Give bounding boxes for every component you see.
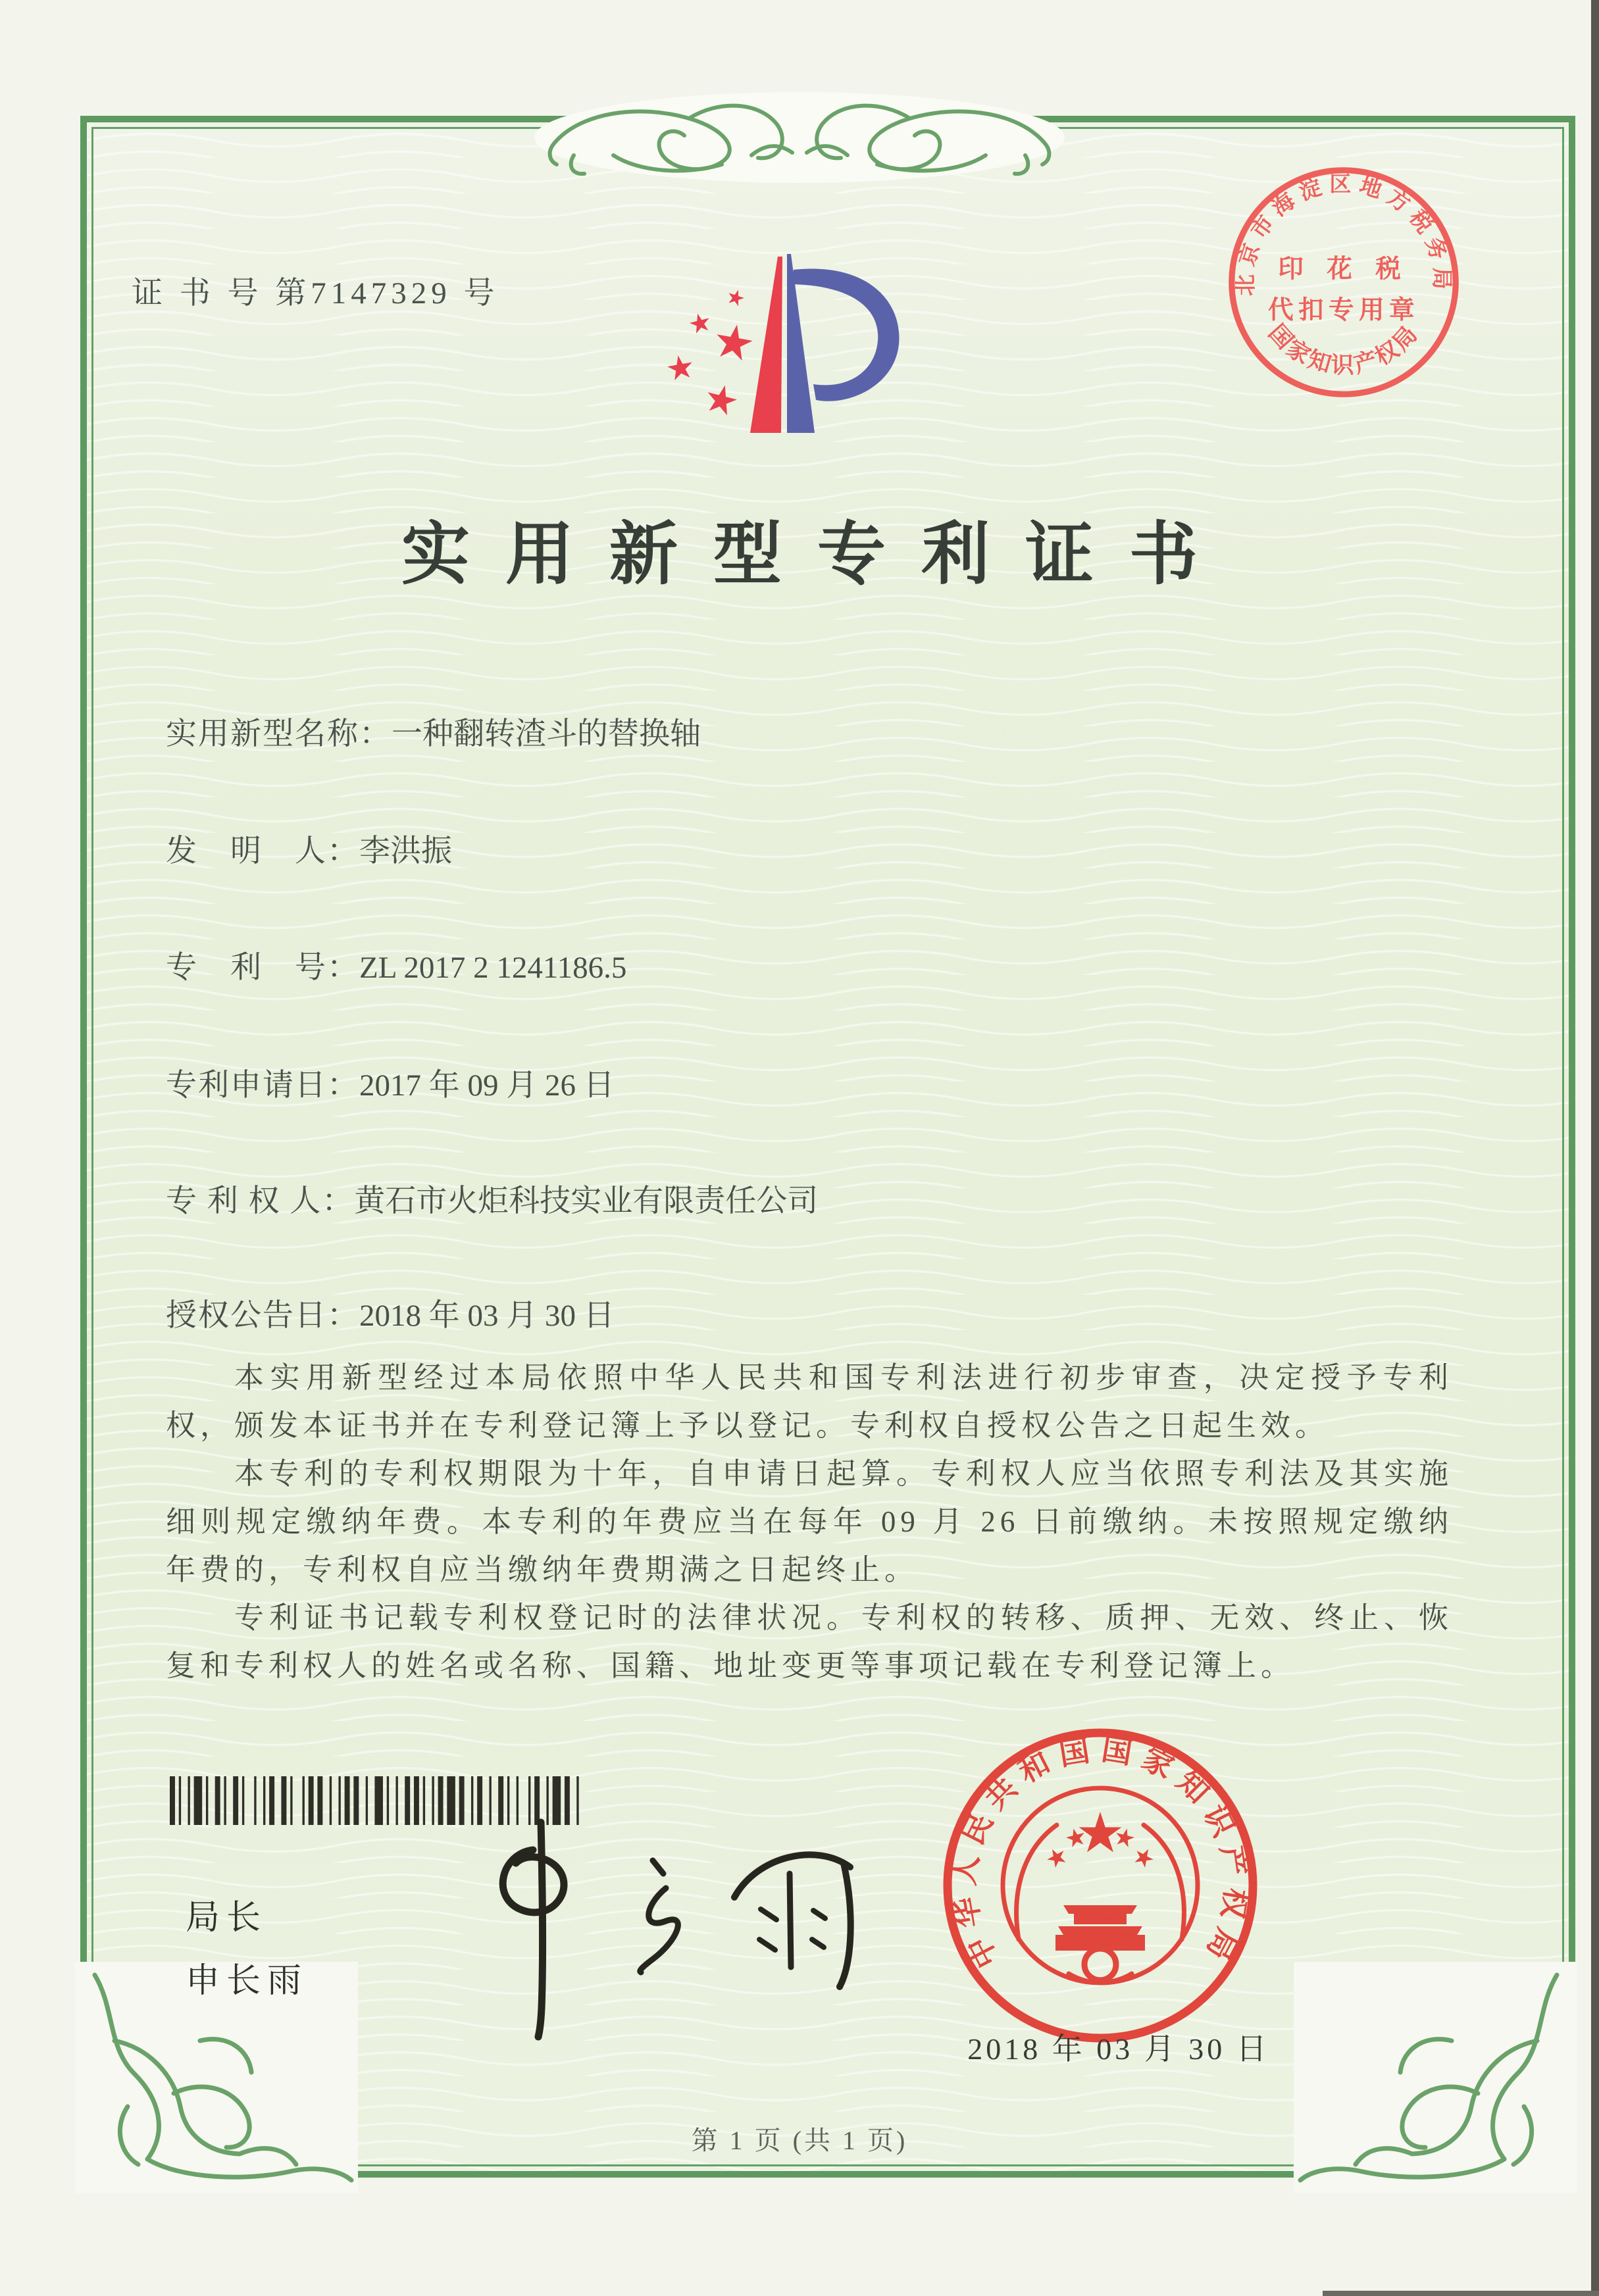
page-number-footer: 第 1 页 (共 1 页) (691, 2126, 908, 2155)
field-value: 2018 年 03 月 30 日 (359, 1299, 615, 1333)
tax-stamp-bottom-arc-text: 国家知识产权局 (1263, 319, 1424, 379)
field-value: ZL 2017 2 1241186.5 (359, 951, 627, 985)
tax-stamp-top-arc-text: 北京市海淀区地方税务局 (1233, 172, 1454, 297)
field-value: 李洪振 (359, 834, 452, 868)
field-label: 授权公告日： (166, 1299, 359, 1333)
field-label: 专 利 号： (166, 951, 359, 985)
field-patentee (166, 1176, 1482, 1220)
tax-stamp-seal (1223, 161, 1465, 403)
field-value: 黄石市火炬科技实业有限责任公司 (354, 1184, 819, 1218)
director-role-label: 局长 (186, 1899, 268, 1937)
legal-body-text (166, 1354, 1453, 1690)
director-name-label: 申长雨 (186, 1962, 309, 2000)
field-label: 实用新型名称： (166, 717, 392, 751)
dragon-ornament (534, 92, 1065, 183)
field-value: 一种翻转渣斗的替换轴 (392, 717, 701, 751)
body-paragraph-2: 本专利的专利权期限为十年，自申请日起算。专利权人应当依照专利法及其实施细则规定缴纳年费。本专利的年费应当在每年 09 月 26 日前缴纳。未按照规定缴纳年费的，专利权自应当缴纳年费期满之日起终止。 (166, 1457, 1453, 1586)
corner-flourish-right (1294, 1962, 1577, 2193)
field-label: 发 明 人： (166, 834, 359, 868)
field-filing-date (166, 1061, 1482, 1105)
national-emblem (1003, 1788, 1198, 1983)
cnipa-logo (651, 242, 941, 453)
field-label: 专利申请日： (166, 1068, 359, 1103)
director-signature (421, 1810, 895, 2047)
certificate-number: 证 书 号 第7147329 号 (132, 276, 499, 311)
certificate-title: 实用新型专利证书 (401, 517, 1233, 593)
tax-stamp-line1: 印 花 税 (1278, 255, 1409, 284)
svg-text:国家知识产权局 (1263, 320, 1423, 378)
field-grant-date (166, 1291, 1482, 1335)
field-value: 2017 年 09 月 26 日 (359, 1068, 615, 1103)
seal-arc-text: 中华人民共和国国家知识产权局 (947, 1732, 1254, 1974)
field-label: 专 利 权 人： (166, 1184, 355, 1218)
cnipa-official-seal (903, 1688, 1298, 2083)
seal-date: 2018 年 03 月 30 日 (967, 2032, 1270, 2066)
field-patent-number (166, 943, 1482, 987)
scan-edge-shadow-right (1591, 0, 1599, 2296)
scan-edge-shadow-bottom (1323, 2291, 1599, 2296)
body-paragraph-1: 本实用新型经过本局依照中华人民共和国专利法进行初步审查，决定授予专利权，颁发本证书并在专利登记簿上予以登记。专利权自授权公告之日起生效。 (166, 1361, 1453, 1442)
field-inventor (166, 826, 1482, 870)
tax-stamp-line2: 代扣专用章 (1268, 297, 1419, 325)
field-utility-model-name (166, 709, 1482, 753)
body-paragraph-3: 专利证书记载专利权登记时的法律状况。专利权的转移、质押、无效、终止、恢复和专利权人的姓名或名称、国籍、地址变更等事项记载在专利登记簿上。 (166, 1601, 1453, 1682)
